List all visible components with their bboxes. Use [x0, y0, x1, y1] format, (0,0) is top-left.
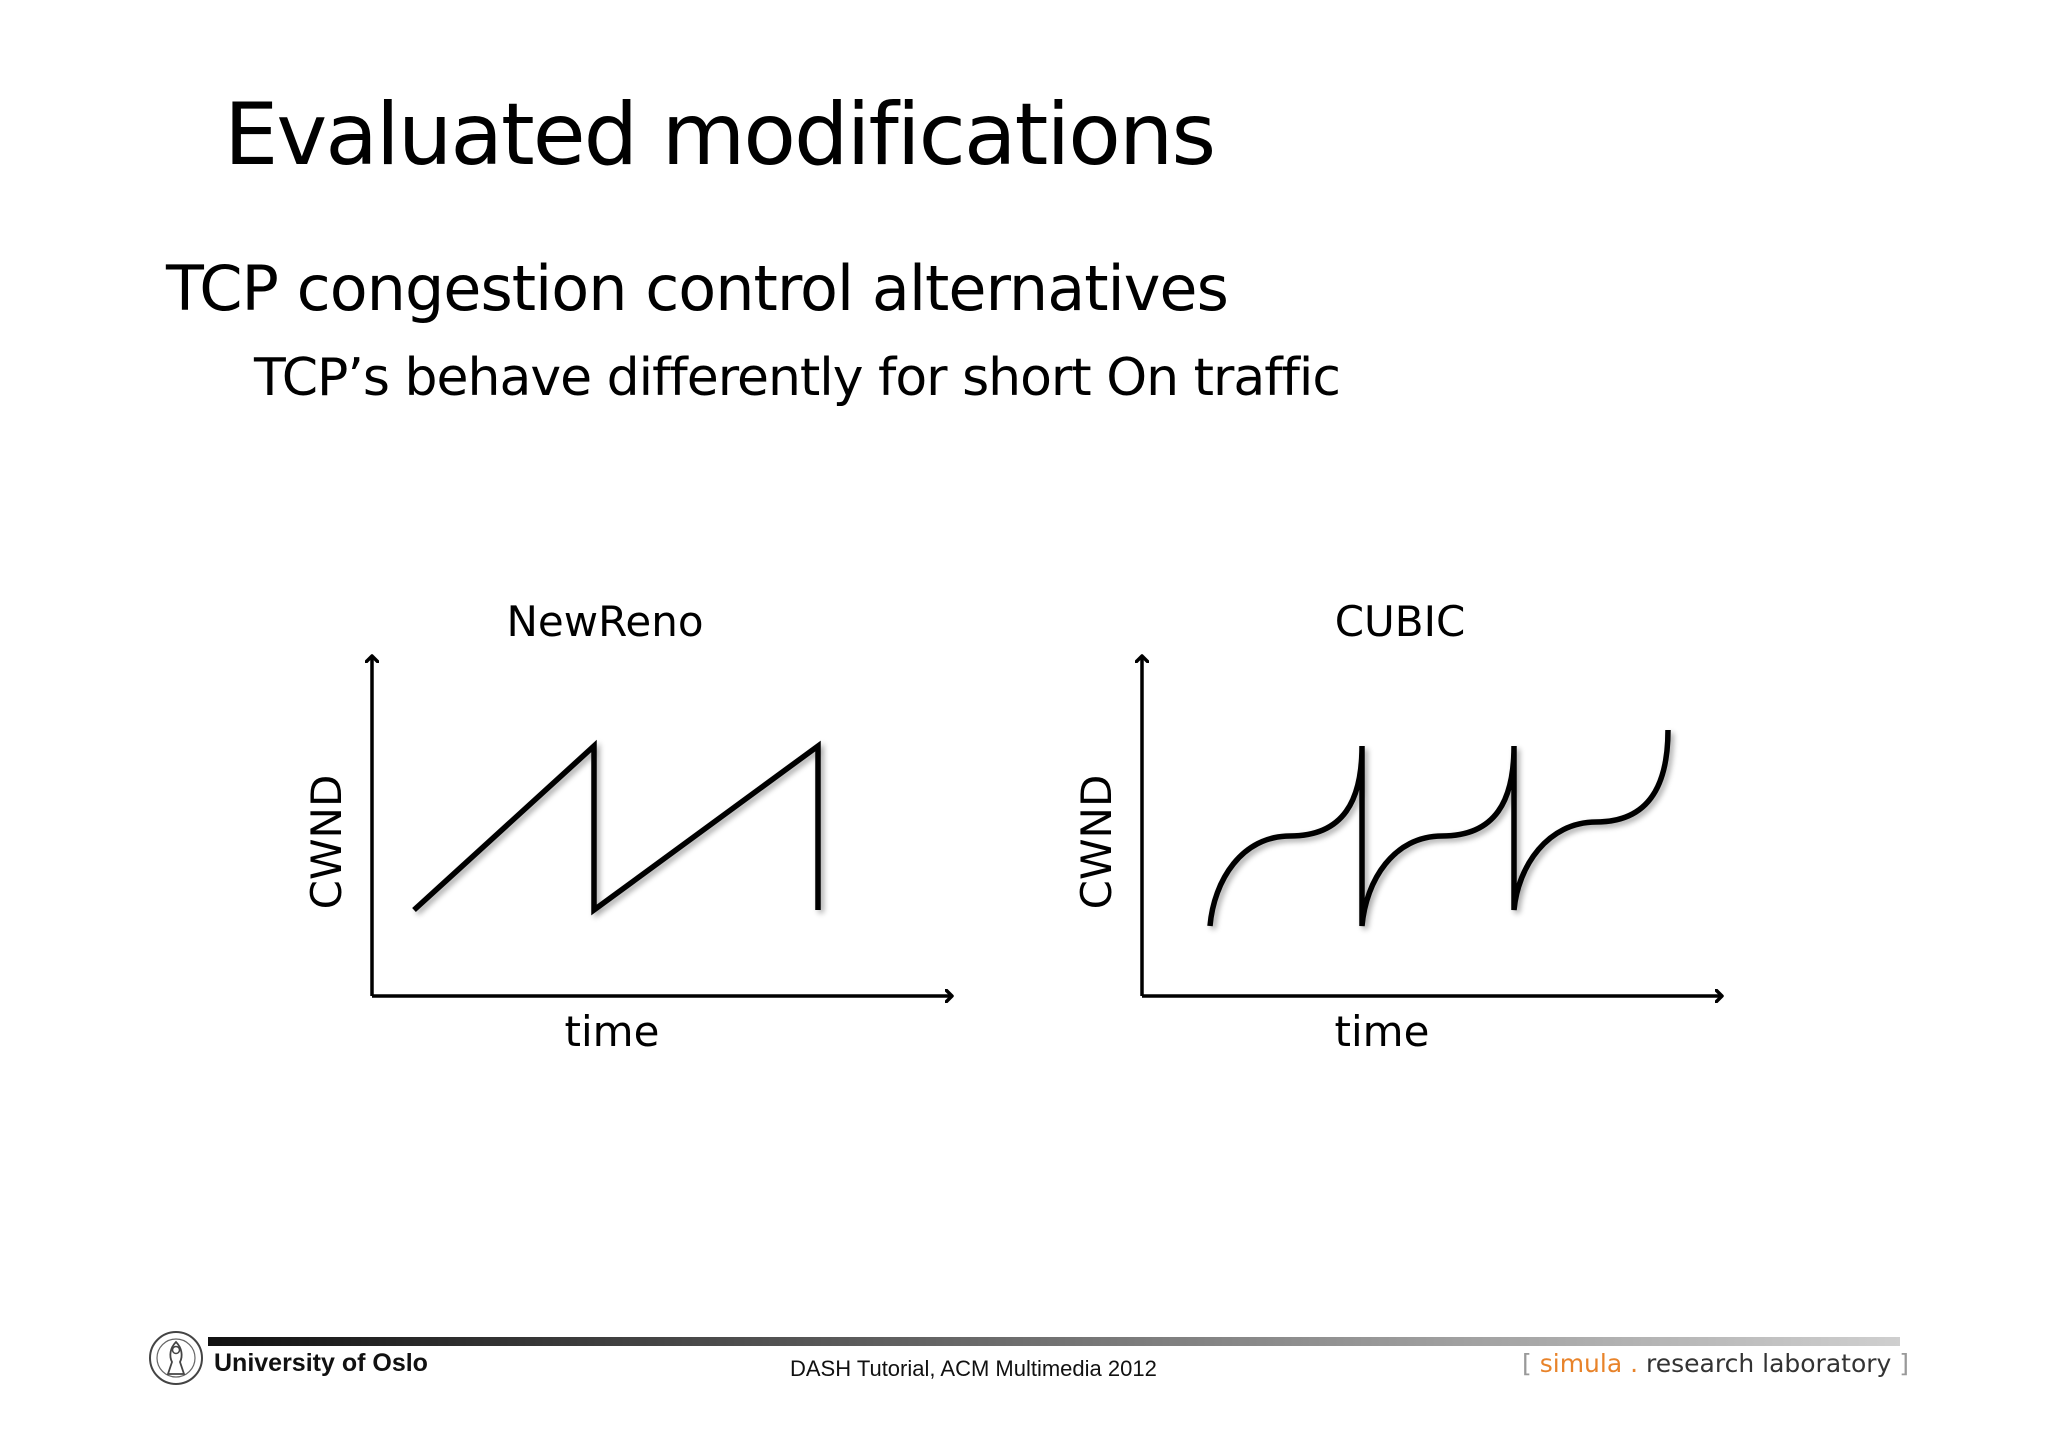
footer-lab-brand: simula — [1539, 1349, 1623, 1378]
newreno-cwnd-curve — [414, 746, 818, 910]
cubic-diagram — [1072, 597, 1722, 1056]
footer-lab-dot: . — [1630, 1349, 1639, 1378]
footer-university: University of Oslo — [214, 1349, 428, 1377]
slide-title: Evaluated modifications — [224, 85, 1215, 185]
footer-lab-bracket-close: ] — [1899, 1349, 1910, 1378]
university-seal-icon — [148, 1330, 204, 1386]
cubic-y-label: CWND — [1072, 774, 1121, 910]
footer-event: DASH Tutorial, ACM Multimedia 2012 — [790, 1356, 1157, 1381]
footer-lab-logo — [1522, 1349, 1909, 1378]
newreno-diagram — [302, 597, 952, 1056]
footer-divider — [208, 1337, 1900, 1346]
newreno-y-label: CWND — [302, 774, 351, 910]
newreno-title: NewReno — [506, 597, 704, 646]
footer-lab-bracket-open: [ — [1522, 1349, 1532, 1378]
cubic-x-label: time — [1334, 1007, 1430, 1056]
newreno-x-label: time — [564, 1007, 660, 1056]
cubic-title: CUBIC — [1334, 597, 1466, 646]
footer-lab-name: research laboratory — [1646, 1349, 1892, 1378]
cubic-cwnd-curve — [1210, 730, 1668, 926]
bullet-level-1: TCP congestion control alternatives — [166, 252, 1228, 325]
bullet-level-2: TCP’s behave differently for short On traffic — [254, 348, 1340, 408]
